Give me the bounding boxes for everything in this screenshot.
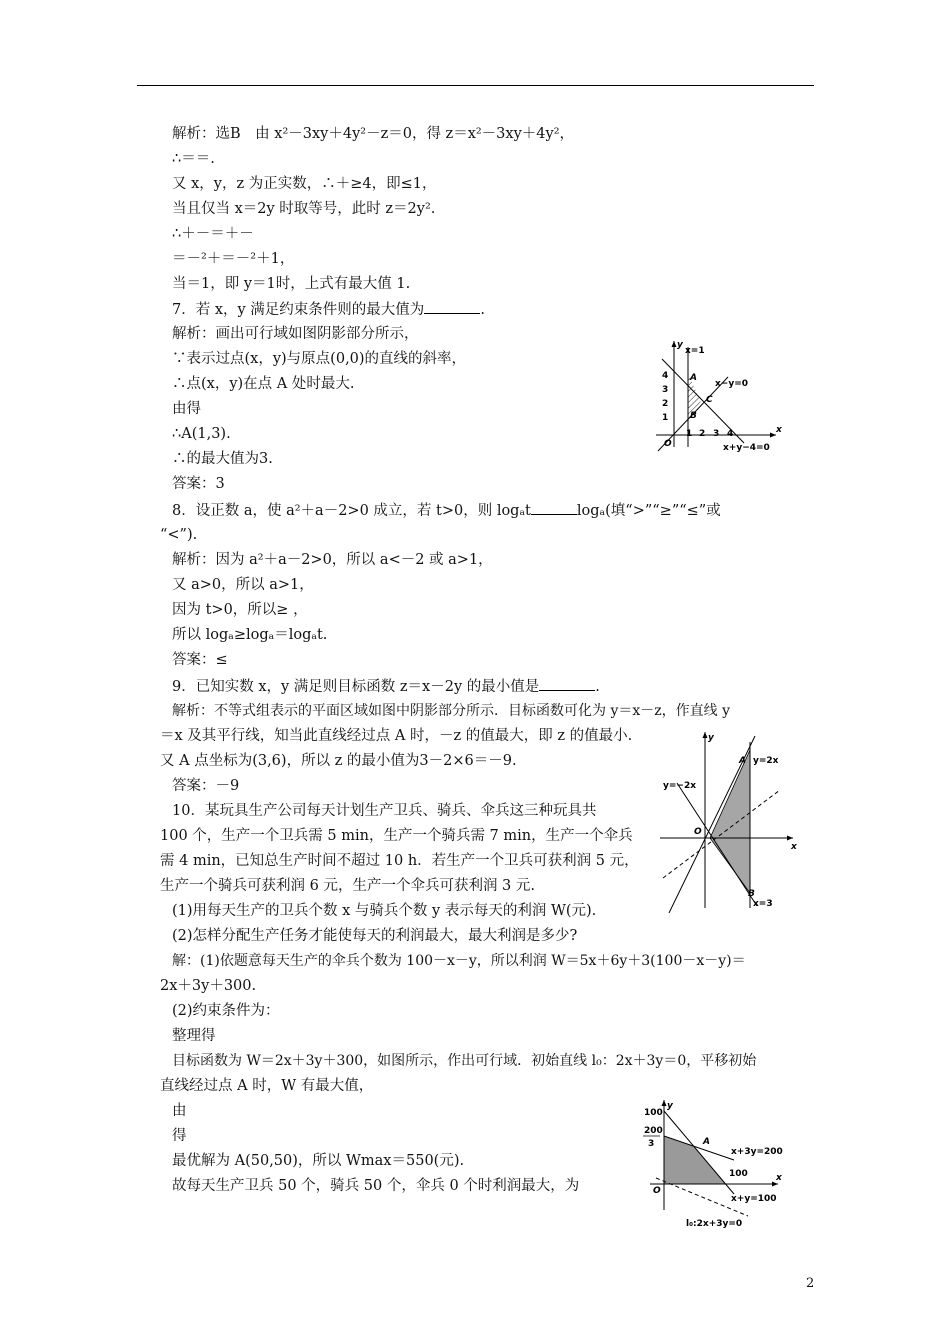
answer-blank — [539, 676, 595, 691]
line-y-equals-2x-label: y=2x — [753, 756, 779, 766]
line-y-equals-neg2x-label: y=−2x — [663, 781, 697, 791]
y-tick: 1 — [662, 413, 669, 423]
text-line: 最优解为 A(50,50)，所以 Wmax＝550(元). — [172, 1153, 465, 1169]
x-axis-label: x — [776, 425, 782, 435]
text-line: ＝－²＋＝－²＋1， — [172, 251, 295, 267]
point-a-label: A — [739, 756, 746, 766]
point-c-label: C — [706, 395, 713, 405]
origin-label: O — [653, 1186, 661, 1196]
text-line: (2)怎样分配生产任务才能使每天的利润最大，最大利润是多少? — [172, 928, 578, 944]
question-8 — [172, 500, 721, 521]
point-b-label: B — [690, 411, 697, 421]
answer-blank — [424, 299, 480, 314]
y-axis-arrow — [672, 341, 677, 347]
text-line: 解析：选B 由 x²－3xy＋4y²－z＝0，得 z＝x²－3xy＋4y²， — [172, 126, 575, 142]
text-line: 生产一个骑兵可获利润 6 元，生产一个伞兵可获利润 3 元. — [160, 878, 535, 894]
text-line: (1)用每天生产的卫兵个数 x 与骑兵个数 y 表示每天的利润 W(元). — [172, 903, 597, 919]
text-line: 因为 t>0，所以≥ ， — [172, 602, 308, 618]
question-8-text: 8．设正数 a，使 a²＋a－2>0 成立，若 t>0，则 logₐt — [172, 503, 531, 519]
point-b-label: B — [748, 889, 755, 899]
page-number: 2 — [806, 1276, 815, 1291]
point-a-label: A — [690, 373, 697, 383]
x-axis-arrow — [787, 836, 793, 841]
y-tick: 2 — [662, 399, 669, 409]
y-axis-label: y — [708, 733, 714, 743]
header-rule — [137, 85, 814, 86]
text-line: 由 — [172, 1103, 187, 1119]
text-line: 由得 — [172, 401, 201, 417]
question-8-text-tail: logₐ(填“>”“≥”“≤”或 — [576, 503, 721, 519]
line-x-plus-3y-200-label: x+3y=200 — [731, 1147, 783, 1157]
text-line: ∴＋－＝＋－ — [172, 226, 254, 242]
text-line: 目标函数为 W＝2x＋3y＋300，如图所示，作出可行域．初始直线 l₀：2x＋3y＝0，平移初始 — [172, 1053, 757, 1069]
shaded-region — [664, 1136, 726, 1184]
line-x-equals-1-label: x=1 — [685, 346, 705, 356]
x-tick: 4 — [727, 429, 734, 439]
y-tick-200-numerator: 200 — [644, 1126, 663, 1136]
origin-label: O — [664, 439, 672, 449]
line-l0-label: l₀:2x+3y=0 — [686, 1219, 743, 1229]
text-line: 又 A 点坐标为(3,6)，所以 z 的最小值为3－2×6＝－9. — [160, 753, 517, 769]
line-x-plus-y-label: x+y−4=0 — [723, 443, 770, 453]
question-7-text: 7．若 x，y 满足约束条件则的最大值为 — [172, 302, 425, 318]
y-tick-100: 100 — [644, 1108, 663, 1118]
text-line: 解析：画出可行域如图阴影部分所示， — [172, 326, 419, 342]
line-x-plus-y-100-label: x+y=100 — [731, 1194, 777, 1204]
text-line: 又 a>0，所以 a>1， — [172, 577, 314, 593]
origin-label: O — [694, 827, 702, 837]
text-line: 解析：因为 a²＋a－2>0，所以 a<－2 或 a>1， — [172, 552, 493, 568]
text-line: 10．某玩具生产公司每天计划生产卫兵、骑兵、伞兵这三种玩具共 — [172, 803, 597, 819]
x-tick: 2 — [699, 429, 706, 439]
text-line: ∴的最大值为3. — [172, 451, 273, 467]
question-9: 9．已知实数 x，y 满足则目标函数 z＝x－2y 的最小值是 . — [172, 676, 600, 697]
text-line: 答案：3 — [172, 476, 225, 492]
text-line: 解析：不等式组表示的平面区域如图中阴影部分所示．目标函数可化为 y＝x－z，作直线 y — [172, 703, 730, 719]
question-7: 7．若 x，y 满足约束条件则的最大值为 . — [172, 299, 485, 320]
text-line: 又 x，y，z 为正实数，∴＋≥4，即≤1， — [172, 176, 437, 192]
point-a-label: A — [703, 1137, 710, 1147]
line-x-equals-3-label: x=3 — [753, 899, 773, 909]
text-line: 当＝1，即 y＝1时，上式有最大值 1. — [172, 276, 411, 292]
text-line: 需 4 min，已知总生产时间不超过 10 h．若生产一个卫兵可获利润 5 元， — [160, 853, 639, 869]
shaded-region — [710, 750, 750, 893]
text-line: 得 — [172, 1128, 187, 1144]
objective-line-dashed — [663, 790, 780, 878]
feasible-region-figure-3 — [630, 1096, 795, 1231]
text-line: 整理得 — [172, 1028, 216, 1044]
y-axis-label: y — [677, 340, 683, 350]
text-line: 直线经过点 A 时，W 有最大值， — [160, 1078, 374, 1094]
text-line: 所以 logₐ≥logₐ＝logₐt. — [172, 627, 328, 643]
x-tick: 1 — [686, 429, 693, 439]
y-axis-arrow — [703, 732, 708, 738]
question-9-text: 9．已知实数 x，y 满足则目标函数 z＝x－2y 的最小值是 — [172, 679, 540, 695]
y-tick-200-denominator: 3 — [648, 1139, 655, 1149]
text-line: (2)约束条件为： — [172, 1003, 280, 1019]
y-tick: 4 — [662, 371, 669, 381]
text-line: 100 个，生产一个卫兵需 5 min，生产一个骑兵需 7 min，生产一个伞兵 — [160, 828, 633, 844]
feasible-region-figure-1 — [648, 335, 788, 453]
text-line: 2x＋3y＋300. — [160, 978, 257, 994]
answer-blank — [531, 500, 577, 515]
line-x-minus-y-label: x−y=0 — [715, 379, 749, 389]
y-axis-label: y — [667, 1101, 673, 1111]
text-line: 故每天生产卫兵 50 个，骑兵 50 个，伞兵 0 个时利润最大，为 — [172, 1178, 580, 1194]
text-line: 答案：≤ — [172, 652, 228, 668]
text-line: 当且仅当 x＝2y 时取等号，此时 z＝2y². — [172, 201, 436, 217]
text-line: “<”). — [160, 527, 198, 543]
y-axis-arrow — [662, 1100, 667, 1106]
x-axis-label: x — [776, 1173, 782, 1183]
x-axis-label: x — [791, 842, 797, 852]
text-line: ∴＝＝. — [172, 151, 215, 167]
x-tick: 3 — [713, 429, 720, 439]
text-line: ∵表示过点(x，y)与原点(0,0)的直线的斜率， — [172, 351, 467, 367]
x-tick-100: 100 — [729, 1169, 748, 1179]
text-line: 答案：－9 — [172, 778, 240, 794]
text-line: ＝x 及其平行线，知当此直线经过点 A 时，－z 的值最大，即 z 的值最小. — [160, 728, 633, 744]
text-line: ∴A(1,3). — [172, 426, 231, 442]
text-line: ∴点(x，y)在点 A 处时最大. — [172, 376, 355, 392]
text-line: 解：(1)依题意每天生产的伞兵个数为 100－x－y，所以利润 W＝5x＋6y＋3(100－x－y)＝ — [172, 953, 746, 969]
y-tick: 3 — [662, 385, 669, 395]
feasible-region-figure-2 — [655, 728, 805, 913]
